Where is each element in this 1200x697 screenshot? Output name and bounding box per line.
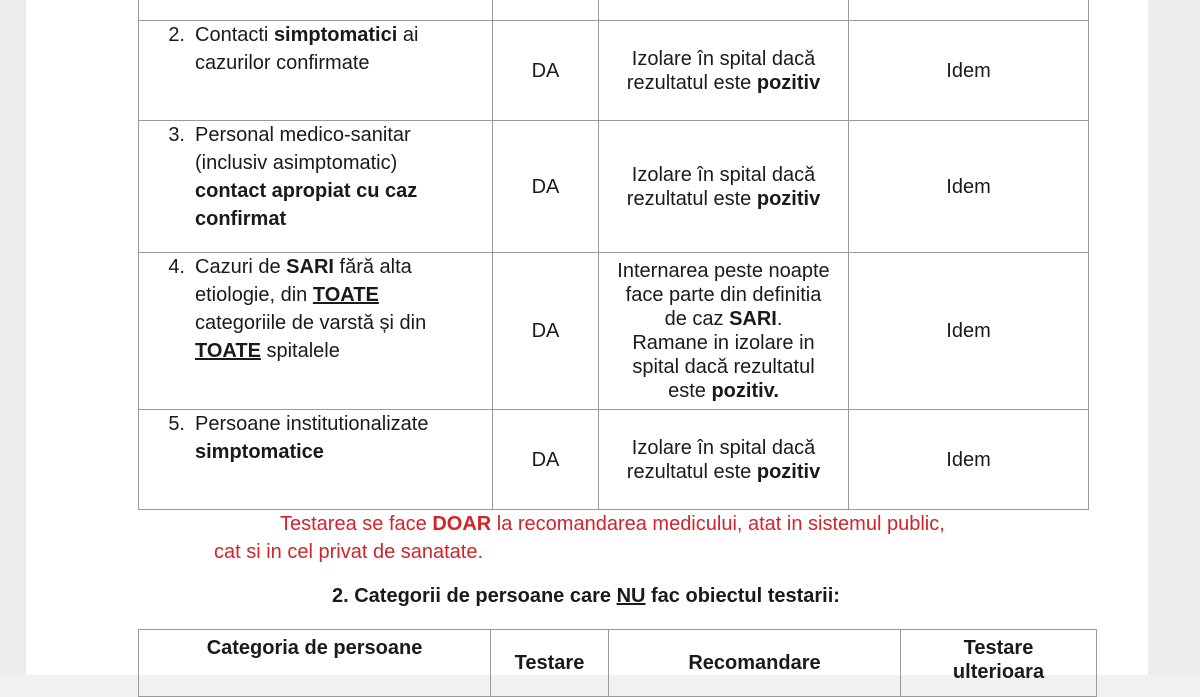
column-header: Testare ulterioara xyxy=(901,630,1097,697)
testing-cell: DA xyxy=(493,121,599,253)
table-row xyxy=(139,253,1089,410)
recommendation-cell: Izolare în spital dacă rezultatul este pozitiv xyxy=(599,121,849,253)
row-number: 2. xyxy=(168,24,185,46)
right-margin xyxy=(1148,0,1200,675)
further-testing-cell: Idem xyxy=(849,21,1089,121)
recommendation-cell: Izolare în spital dacă rezultatul este pozitiv xyxy=(599,410,849,510)
testing-cell: DA xyxy=(493,253,599,410)
section-heading: 2. Categorii de persoane care NU fac obiectul testarii: xyxy=(332,585,840,607)
row-number: 4. xyxy=(168,256,185,278)
category-text: Cazuri de SARI fără alta etiologie, din TOATE categoriile de varstă și din TOATE spitalele xyxy=(195,256,427,362)
left-margin xyxy=(0,0,26,675)
row-number: 3. xyxy=(168,124,185,146)
further-testing-cell: Idem xyxy=(849,253,1089,410)
column-header: Testare xyxy=(491,630,609,697)
category-text: Personal medico-sanitar (inclusiv asimptomatic) contact apropiat cu caz confirmat xyxy=(195,124,418,230)
column-header: Recomandare xyxy=(609,630,901,697)
further-testing-cell: Idem xyxy=(849,121,1089,253)
testing-categories-table xyxy=(138,0,1089,510)
non-testing-categories-table xyxy=(138,629,1097,697)
testing-cell: DA xyxy=(493,410,599,510)
table-row xyxy=(139,121,1089,253)
table-row xyxy=(139,410,1089,510)
further-testing-cell: Idem xyxy=(849,410,1089,510)
column-header: Categoria de persoane xyxy=(139,630,491,697)
row-number: 5. xyxy=(168,413,185,435)
recommendation-cell: Internarea peste noapte face parte din definitia de caz SARI. Ramane in izolare in spital dacă rezultatul este pozitiv. xyxy=(599,253,849,410)
category-text: Contacti simptomatici ai cazurilor confirmate xyxy=(195,24,419,74)
recommendation-cell: Izolare în spital dacă rezultatul este pozitiv xyxy=(599,21,849,121)
document-page xyxy=(26,0,1148,683)
testing-cell: DA xyxy=(493,21,599,121)
table-row-partial xyxy=(139,0,1089,21)
testing-note: Testarea se face DOAR la recomandarea medicului, atat in sistemul public, cat si in cel privat de sanatate. xyxy=(214,513,945,563)
category-text: Persoane institutionalizate simptomatice xyxy=(195,413,429,463)
table-row xyxy=(139,21,1089,121)
